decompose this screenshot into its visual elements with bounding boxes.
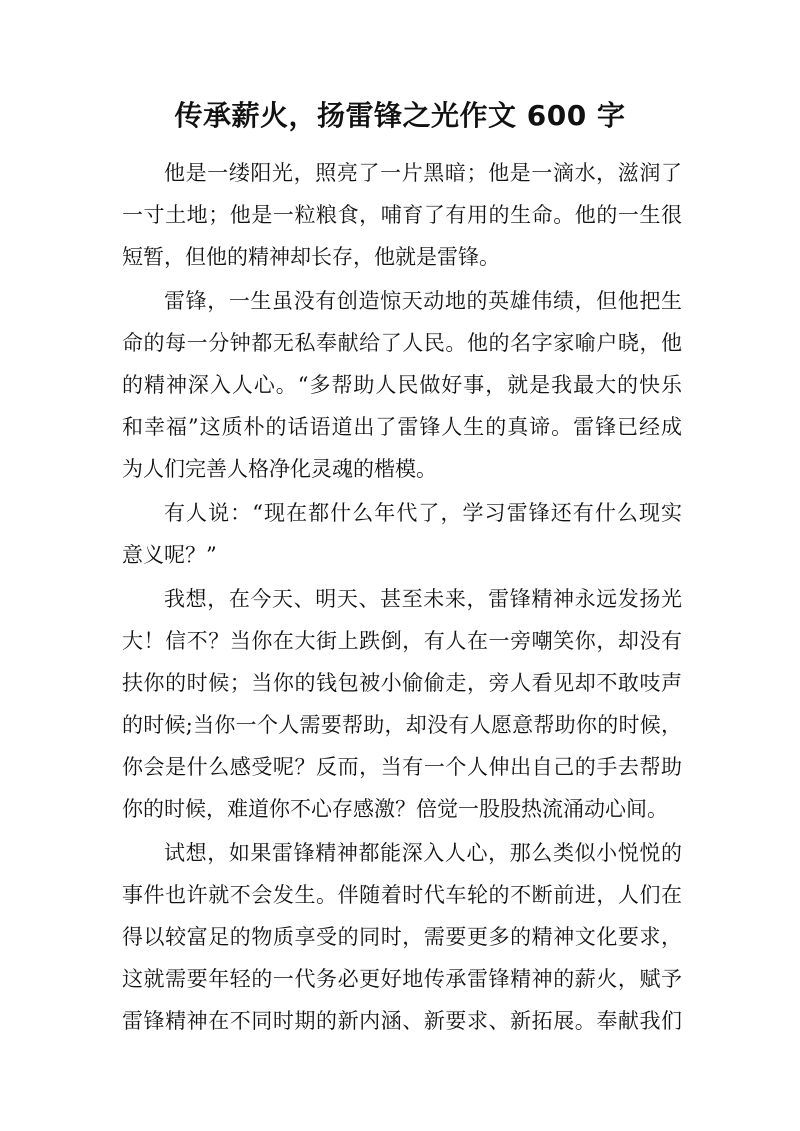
paragraph-2-line-3: 的精神深入人心。“多帮助人民做好事，就是我最大的快乐 (122, 373, 682, 397)
document-title: 传承薪火，扬雷锋之光作文 600 字 (174, 99, 626, 132)
paragraph-5-line-4: 这就需要年轻的一代务必更好地传承雷锋精神的薪火，赋予 (122, 967, 682, 991)
paragraph-5-line-5: 雷锋精神在不同时期的新内涵、新要求、新拓展。奉献我们 (122, 1009, 682, 1033)
paragraph-5-line-3: 得以较富足的物质享受的同时，需要更多的精神文化要求， (122, 925, 682, 949)
paragraph-4-line-5: 你会是什么感受呢？反而，当有一个人伸出自己的手去帮助 (122, 755, 682, 779)
paragraph-5-line-1: 试想，如果雷锋精神都能深入人心，那么类似小悦悦的 (164, 841, 682, 865)
paragraph-3-line-1: 有人说：“现在都什么年代了，学习雷锋还有什么现实 (164, 501, 682, 525)
paragraph-2-line-1: 雷锋，一生虽没有创造惊天动地的英雄伟绩，但他把生 (164, 289, 682, 313)
paragraph-2-line-4: 和幸福”这质朴的话语道出了雷锋人生的真谛。雷锋已经成 (122, 415, 682, 439)
paragraph-1-line-1: 他是一缕阳光，照亮了一片黑暗；他是一滴水，滋润了 (164, 161, 682, 185)
paragraph-1-line-2: 一寸土地；他是一粒粮食，哺育了有用的生命。他的一生很 (122, 203, 682, 227)
paragraph-3-line-2: 意义呢？” (122, 543, 217, 567)
paragraph-1-line-3: 短暂，但他的精神却长存，他就是雷锋。 (122, 245, 500, 269)
paragraph-4-line-6: 你的时候，难道你不心存感激？倍觉一股股热流涌动心间。 (122, 797, 668, 821)
paragraph-4-line-3: 扶你的时候；当你的钱包被小偷偷走，旁人看见却不敢吱声 (122, 671, 682, 695)
paragraph-4-line-4: 的时候;当你一个人需要帮助，却没有人愿意帮助你的时候， (122, 713, 682, 737)
paragraph-4-line-2: 大！信不？当你在大街上跌倒，有人在一旁嘲笑你，却没有 (122, 629, 682, 653)
paragraph-4-line-1: 我想，在今天、明天、甚至未来，雷锋精神永远发扬光 (164, 587, 682, 611)
paragraph-2-line-2: 命的每一分钟都无私奉献给了人民。他的名字家喻户晓，他 (122, 331, 682, 355)
paragraph-2-line-5: 为人们完善人格净化灵魂的楷模。 (122, 457, 437, 481)
paragraph-5-line-2: 事件也许就不会发生。伴随着时代车轮的不断前进，人们在 (122, 883, 682, 907)
